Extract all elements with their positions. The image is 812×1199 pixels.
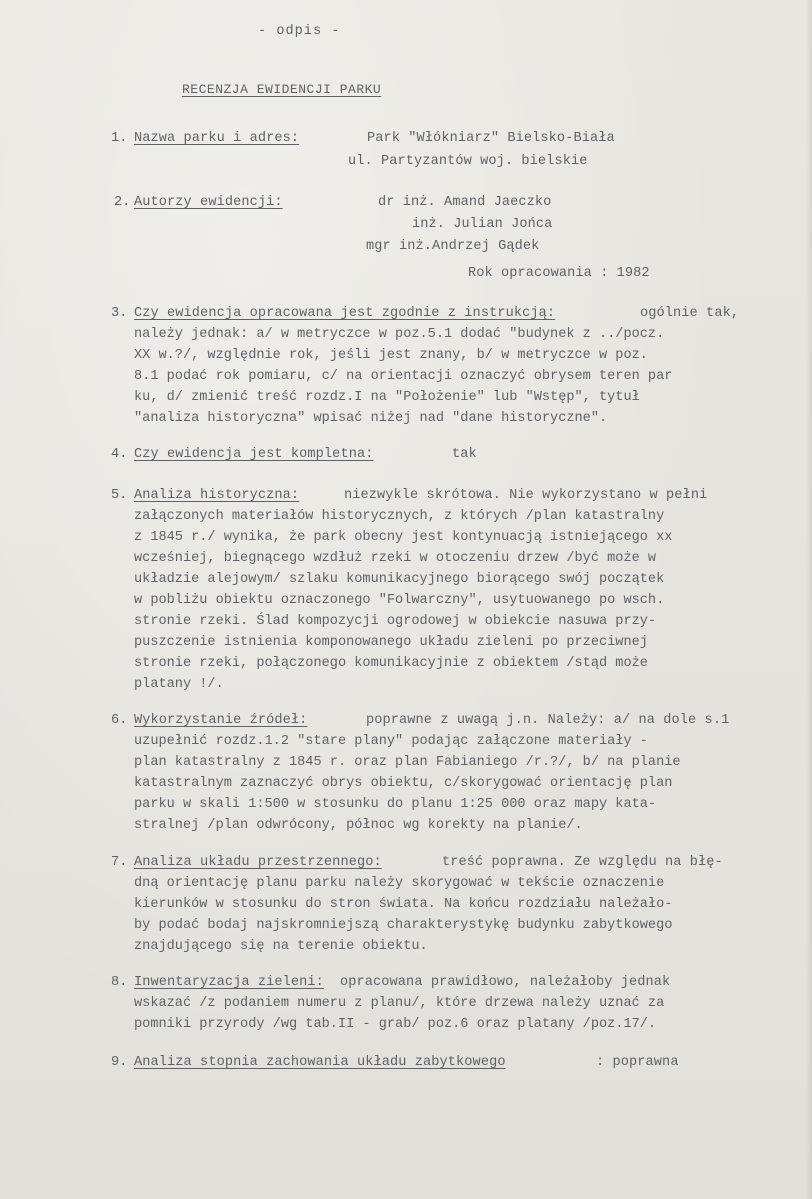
header-odpis: - odpis - — [258, 24, 341, 39]
document-title: RECENZJA EWIDENCJI PARKU — [182, 82, 382, 97]
section-1-line-2: ul. Partyzantów woj. bielskie — [348, 154, 588, 169]
section-7-text-line: dną orientację planu parku należy skorygować w tekście oznaczenie — [134, 876, 665, 891]
section-8-text-line: wskazać /z podaniem numeru z planu/, które drzewa należy uznać za — [134, 996, 665, 1011]
section-9-label: Analiza stopnia zachowania układu zabytkowego — [134, 1055, 506, 1070]
section-2-line-3: mgr inż.Andrzej Gądek — [366, 239, 540, 254]
section-5-line-1: niezwykle skrótowa. Nie wykorzystano w pełni — [344, 488, 708, 503]
section-5-text-line: z 1845 r./ wynika, że park obecny jest kontynuacją istniejącego xx — [134, 530, 673, 545]
section-4-label: Czy ewidencja jest kompletna: — [134, 447, 374, 462]
section-8-number: 8. — [111, 975, 128, 990]
section-6-text-line: parku w skali 1:500 w stosunku do planu 1:25 000 oraz mapy kata- — [134, 797, 657, 812]
section-5-text-line: w pobliżu obiektu oznaczonego "Folwarczny", usytuowanego po wsch. — [134, 593, 665, 608]
section-3-line-1: ogólnie tak, — [640, 306, 740, 321]
section-6-text-line: stralnej /plan odwrócony, północ wg korekty na planie/. — [134, 818, 583, 833]
section-5-text-line: platany !/. — [134, 677, 224, 692]
section-8-text-line: pomniki przyrody /wg tab.II - grab/ poz.6 oraz platany /poz.17/. — [134, 1017, 657, 1032]
section-3-text-line: 8.1 podać rok pomiaru, c/ na orientacji oznaczyć obrysem teren par — [134, 369, 673, 384]
section-5-text-line: puszczenie istnienia komponowanego układu zieleni po przeciwnej — [134, 635, 648, 650]
section-9-number: 9. — [111, 1055, 128, 1070]
section-5-text-line: układzie alejowym/ szlaku komunikacyjnego biorącego swój początek — [134, 572, 665, 587]
section-6-text-line: uzupełnić rozdz.1.2 "stare plany" podając załączone materiały - — [134, 734, 648, 749]
section-2-line-1: dr inż. Amand Jaeczko — [378, 195, 552, 210]
section-7-text-line: kierunków w stosunku do stron świata. Na końcu rozdziału należało- — [134, 897, 673, 912]
section-3-text-line: "analiza historyczna" wpisać niżej nad "dane historyczne". — [134, 411, 608, 426]
section-6-label: Wykorzystanie źródeł: — [134, 713, 308, 728]
section-7-text-line: by podać bodaj najskromniejszą charakterystykę budynku zabytkowego — [134, 918, 673, 933]
section-5-label: Analiza historyczna: — [134, 488, 300, 503]
section-4-number: 4. — [111, 447, 128, 462]
section-1-label: Nazwa parku i adres: — [134, 131, 300, 146]
section-8-label: Inwentaryzacja zieleni: — [134, 975, 324, 990]
section-5-text-line: stronie rzeki, połączonego komunikacyjnie z obiektem /stąd może — [134, 656, 648, 671]
section-6-text-line: plan katastralny z 1845 r. oraz plan Fabianiego /r.?/, b/ na planie — [134, 755, 681, 770]
section-5-number: 5. — [111, 488, 128, 503]
section-6-line-1: poprawne z uwagą j.n. Należy: a/ na dole s.1 — [366, 713, 730, 728]
section-2-year: Rok opracowania : 1982 — [468, 266, 650, 281]
section-4-value: tak — [452, 447, 477, 462]
section-3-label: Czy ewidencja opracowana jest zgodnie z instrukcją: — [134, 306, 556, 321]
section-2-label: Autorzy ewidencji: — [134, 195, 283, 210]
section-2-line-2: inż. Julian Jońca — [412, 217, 553, 232]
section-3-text-line: XX w.?/, względnie rok, jeśli jest znany, b/ w metryczce w poz. — [134, 348, 648, 363]
section-8-line-1: opracowana prawidłowo, należałoby jednak — [340, 975, 671, 990]
page-edge-shadow — [806, 0, 812, 1199]
section-7-number: 7. — [111, 855, 128, 870]
section-7-text-line: znajdującego się na terenie obiektu. — [134, 939, 428, 954]
section-5-text-line: załączonych materiałów historycznych, z których /plan katastralny — [134, 509, 665, 524]
section-3-text-line: należy jednak: a/ w metryczce w poz.5.1 dodać "budynek z ../pocz. — [134, 327, 665, 342]
section-3-number: 3. — [111, 306, 128, 321]
section-1-line-1: Park "Włókniarz" Bielsko-Biała — [367, 131, 615, 146]
section-6-number: 6. — [111, 713, 128, 728]
section-7-line-1: treść poprawna. Ze względu na błę- — [442, 855, 723, 870]
section-3-text-line: ku, d/ zmienić treść rozdz.I na "Położenie" lub "Wstęp", tytuł — [134, 390, 640, 405]
section-5-text-line: wcześniej, biegnącego wzdłuż rzeki w otoczeniu drzew /być może w — [134, 551, 657, 566]
section-6-text-line: katastralnym zaznaczyć obrys obiektu, c/skorygować orientację plan — [134, 776, 673, 791]
section-1-number: 1. — [111, 131, 128, 146]
section-5-text-line: stronie rzeki. Ślad kompozycji ogrodowej w obiekcie nasuwa przy- — [134, 614, 657, 629]
section-9-value: : poprawna — [596, 1055, 679, 1070]
section-7-label: Analiza układu przestrzennego: — [134, 855, 382, 870]
section-2-number: 2. — [114, 195, 131, 210]
